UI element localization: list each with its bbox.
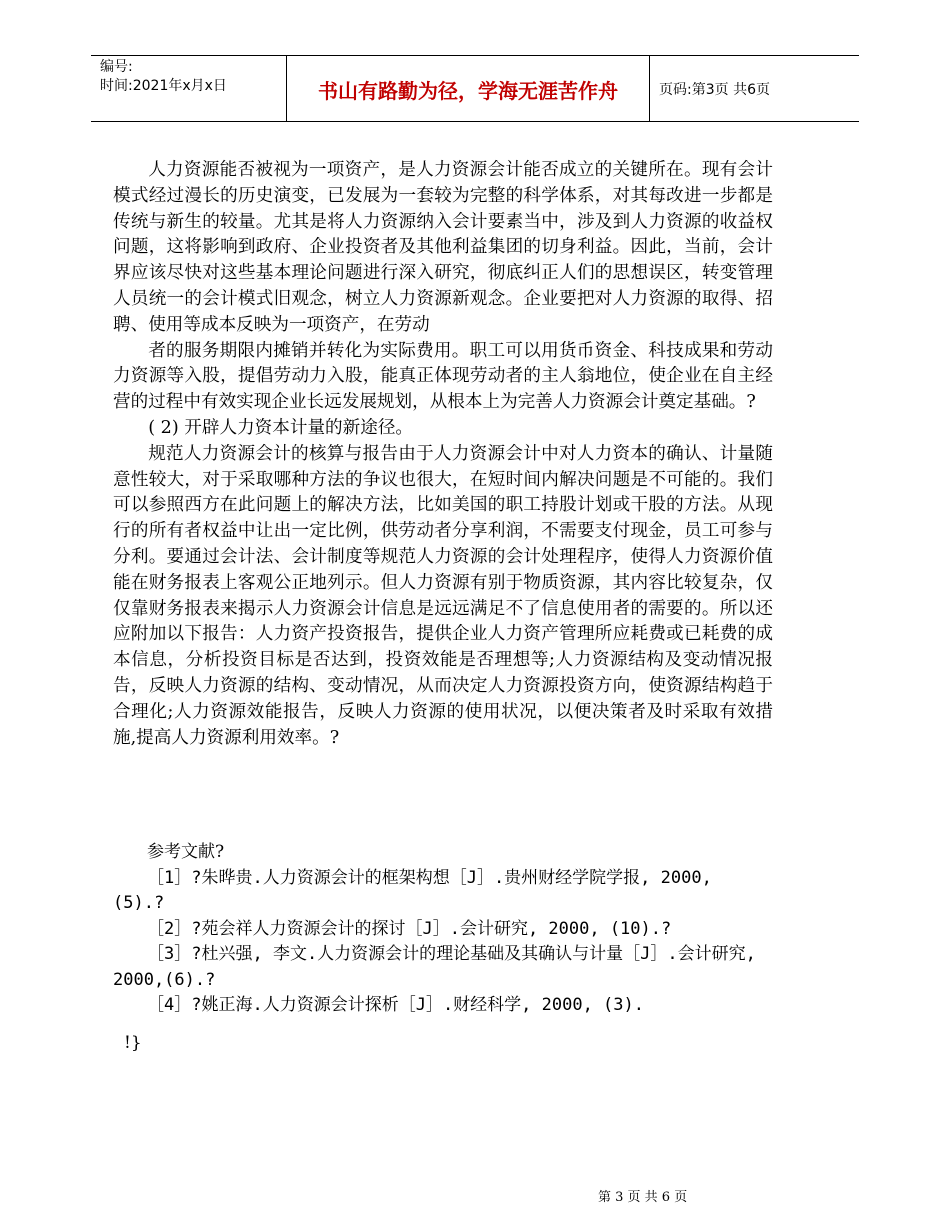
reference-item: ［2］?苑会祥人力资源会计的探讨［J］.会计研究, 2000, (10).?	[147, 918, 672, 939]
time-label: 时间:2021年x月x日	[100, 78, 227, 94]
header-motto: 书山有路勤为径，学海无涯苦作舟	[318, 79, 618, 103]
header-meta	[100, 58, 227, 96]
header-bottom-rule	[91, 121, 859, 122]
paragraph-3-heading: ( 2) 开辟人力资本计量的新途径。	[148, 417, 414, 438]
paragraph-2: 者的服务期限内摊销并转化为实际费用。职工可以用货币资金、科技成果和劳动力资源等入股，提倡劳动力入股，能真正体现劳动者的主人翁地位，使企业在自主经营的过程中有效实现企业长远发展规划，从根本上为完善人力资源会计奠定基础。?	[113, 340, 773, 413]
stray-mark: !}	[124, 1033, 142, 1053]
reference-item: ［3］?杜兴强, 李文.人力资源会计的理论基础及其确认与计量［J］.会计研究, 2000,(6).?	[113, 944, 756, 990]
header-divider-right	[649, 56, 650, 122]
serial-number-label: 编号:	[100, 59, 133, 75]
references-section	[113, 840, 773, 1019]
header-top-rule	[91, 55, 859, 56]
paragraph-4: 规范人力资源会计的核算与报告由于人力资源会计中对人力资本的确认、计量随意性较大，对于采取哪种方法的争议也很大，在短时间内解决问题是不可能的。我们可以参照西方在此问题上的解决方法，比如美国的职工持股计划或干股的方法。从现行的所有者权益中让出一定比例，供劳动者分享利润，不需要支付现金，员工可参与分利。要通过会计法、会计制度等规范人力资源的会计处理程序，使得人力资源价值能在财务报表上客观公正地列示。但人力资源有别于物质资源，其内容比较复杂，仅仅靠财务报表来揭示人力资源会计信息是远远满足不了信息使用者的需要的。所以还应附加以下报告：人力资产投资报告，提供企业人力资产管理所应耗费或已耗费的成本信息，分析投资目标是否达到，投资效能是否理想等;人力资源结构及变动情况报告，反映人力资源的结构、变动情况，从而决定人力资源投资方向，使资源结构趋于合理化;人力资源效能报告，反映人力资源的使用状况，以便决策者及时采取有效措施,提高人力资源利用效率。?	[113, 443, 773, 748]
footer-page-number: 第 3 页 共 6 页	[598, 1190, 688, 1205]
document-body	[113, 158, 773, 751]
header-page-info: 页码:第3页 共6页	[659, 82, 770, 98]
reference-item: ［1］?朱晔贵.人力资源会计的框架构想［J］.贵州财经学院学报, 2000, (5).?	[113, 867, 712, 913]
references-title: 参考文献?	[147, 842, 225, 862]
reference-item: ［4］?姚正海.人力资源会计探析［J］.财经科学, 2000, (3).	[147, 995, 644, 1015]
paragraph-1: 人力资源能否被视为一项资产，是人力资源会计能否成立的关键所在。现有会计模式经过漫长的历史演变，已发展为一套较为完整的科学体系，对其每改进一步都是传统与新生的较量。尤其是将人力资源纳入会计要素当中，涉及到人力资源的收益权问题，这将影响到政府、企业投资者及其他利益集团的切身利益。因此，当前，会计界应该尽快对这些基本理论问题进行深入研究，彻底纠正人们的思想误区，转变管理人员统一的会计模式旧观念，树立人力资源新观念。企业要把对人力资源的取得、招聘、使用等成本反映为一项资产，在劳动	[113, 160, 773, 335]
